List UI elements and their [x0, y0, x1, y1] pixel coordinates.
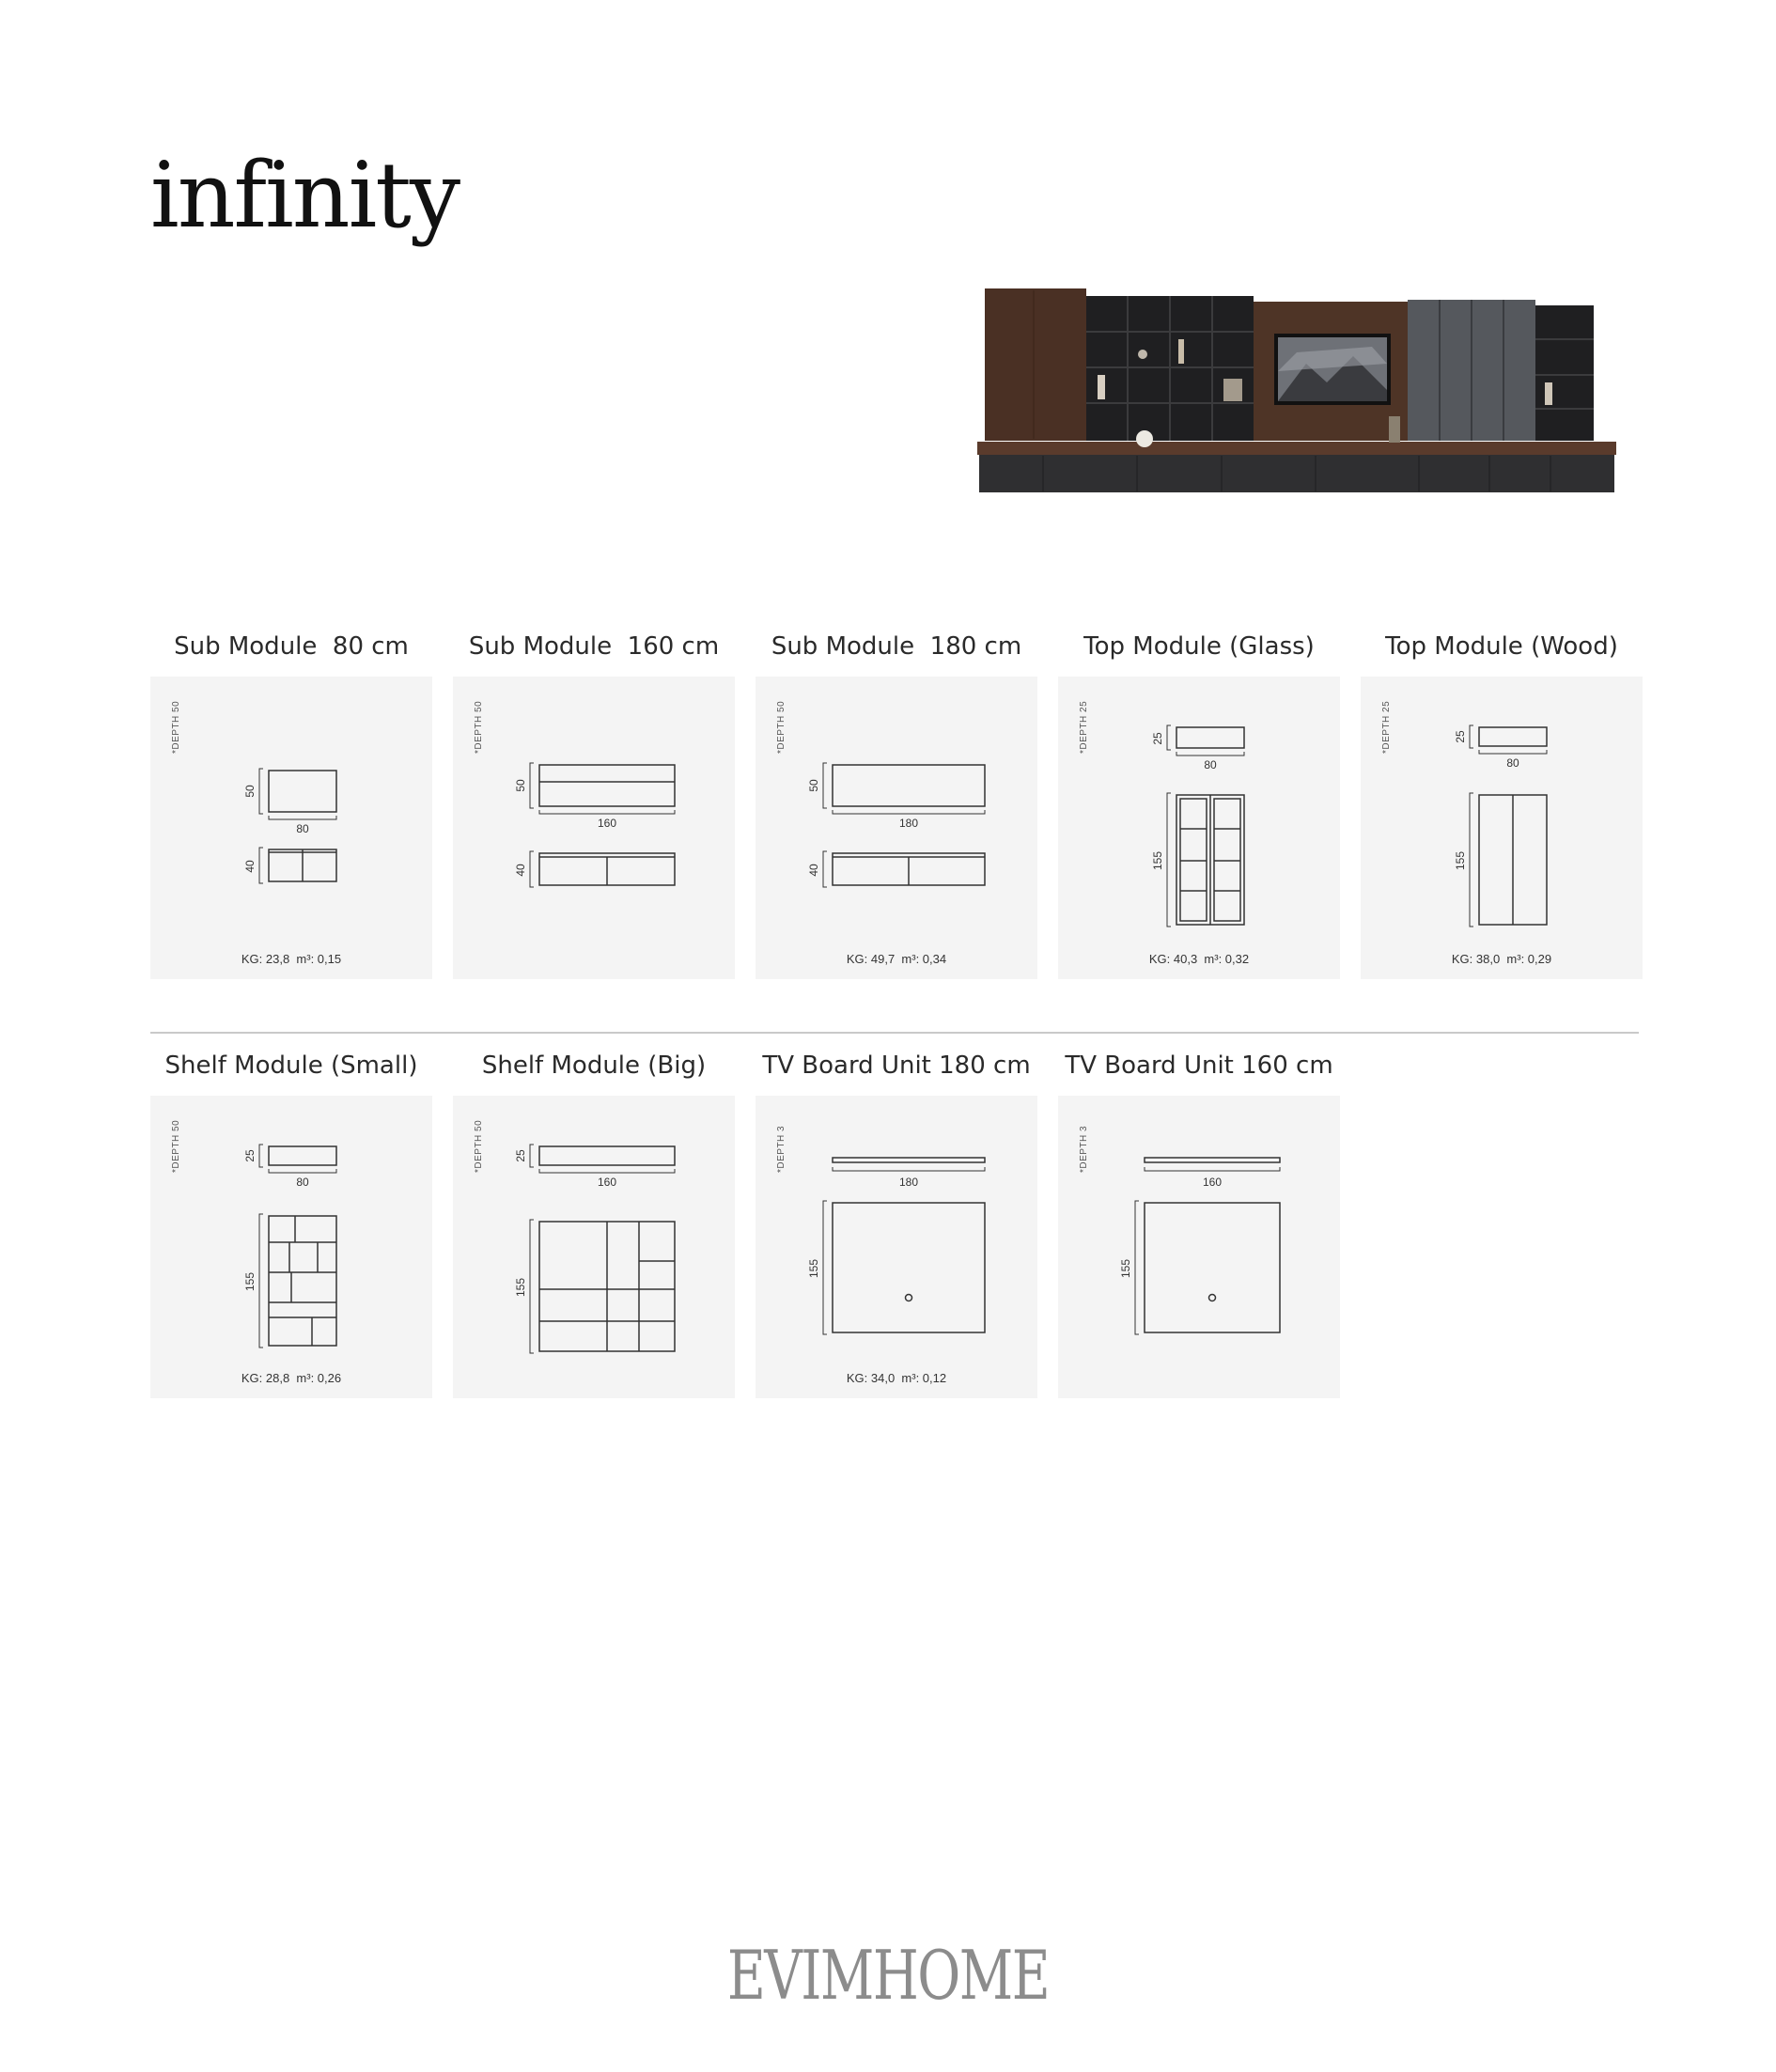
module-card: [1361, 628, 1643, 979]
section-divider: [150, 1032, 1639, 1034]
dim-height: 50: [514, 779, 527, 792]
sub-module-80-drawing: [150, 677, 432, 979]
depth-label: *DEPTH 3: [776, 1125, 787, 1173]
module-card: [453, 628, 735, 979]
module-drawing-panel: [150, 1096, 432, 1398]
tv-board-180-drawing: [756, 1096, 1037, 1398]
dim-height-bottom: 40: [514, 864, 527, 877]
depth-label: *DEPTH 50: [171, 1119, 181, 1173]
depth-label: *DEPTH 50: [474, 700, 484, 754]
dim-height: 25: [1454, 730, 1467, 743]
dim-height: 50: [243, 785, 257, 798]
module-card: [1058, 1047, 1340, 1398]
top-module-glass-drawing: [1058, 677, 1340, 979]
dim-width: 80: [1506, 756, 1519, 770]
dim-height-bottom: 155: [807, 1258, 820, 1279]
weight-volume-spec: KG: 23,8 m³: 0,15: [241, 952, 342, 966]
depth-label: *DEPTH 50: [474, 1119, 484, 1173]
dim-width: 80: [296, 822, 309, 835]
module-drawing-panel: [756, 677, 1037, 979]
dim-height: 25: [514, 1149, 527, 1162]
module-card: [1058, 628, 1340, 979]
module-drawing-panel: [1058, 1096, 1340, 1398]
dim-width: 180: [898, 817, 919, 830]
module-row-2: [150, 1047, 1340, 1398]
module-title: TV Board Unit 160 cm: [1065, 1052, 1333, 1080]
module-card: [756, 1047, 1037, 1398]
sub-module-180-drawing: [756, 677, 1037, 979]
top-module-wood-drawing: [1361, 677, 1643, 979]
depth-label: *DEPTH 25: [1079, 700, 1089, 754]
weight-volume-spec: KG: 40,3 m³: 0,32: [1148, 952, 1250, 966]
shelf-module-small-drawing: [150, 1096, 432, 1398]
module-title: Top Module (Wood): [1385, 632, 1618, 661]
module-row-1: [150, 628, 1643, 979]
dim-height-bottom: 155: [243, 1271, 257, 1292]
hero-product-image: [977, 277, 1626, 507]
depth-label: *DEPTH 50: [776, 700, 787, 754]
module-drawing-panel: [1058, 677, 1340, 979]
depth-label: *DEPTH 50: [171, 700, 181, 754]
dim-height-bottom: 155: [1454, 850, 1467, 871]
dim-width: 160: [597, 1176, 617, 1189]
dim-height-bottom: 155: [1119, 1258, 1132, 1279]
module-card: [150, 1047, 432, 1398]
dim-width: 160: [1202, 1176, 1223, 1189]
module-card: [756, 628, 1037, 979]
sub-module-160-drawing: [453, 677, 735, 979]
dim-width: 80: [1204, 758, 1217, 771]
module-card: [453, 1047, 735, 1398]
dim-height: 25: [243, 1149, 257, 1162]
module-drawing-panel: [453, 677, 735, 979]
module-drawing-panel: [1361, 677, 1643, 979]
module-title: Sub Module 80 cm: [174, 632, 409, 661]
module-title: Shelf Module (Small): [164, 1052, 418, 1080]
dim-width: 80: [296, 1176, 309, 1189]
dim-height-bottom: 40: [807, 864, 820, 877]
module-drawing-panel: [756, 1096, 1037, 1398]
dim-width: 180: [898, 1176, 919, 1189]
weight-volume-spec: KG: 49,7 m³: 0,34: [846, 952, 947, 966]
module-card: [150, 628, 432, 979]
module-title: Sub Module 160 cm: [468, 632, 720, 661]
dim-height-bottom: 155: [1151, 850, 1164, 871]
depth-label: *DEPTH 25: [1381, 700, 1392, 754]
dim-height-bottom: 40: [243, 860, 257, 873]
dim-height: 25: [1151, 732, 1164, 745]
tv-board-160-drawing: [1058, 1096, 1340, 1398]
module-title: Top Module (Glass): [1083, 632, 1315, 661]
module-title: Shelf Module (Big): [481, 1052, 707, 1080]
module-title: Sub Module 180 cm: [771, 632, 1022, 661]
depth-label: *DEPTH 3: [1079, 1125, 1089, 1173]
dim-width: 160: [597, 817, 617, 830]
weight-volume-spec: KG: 34,0 m³: 0,12: [846, 1371, 947, 1385]
dim-height: 50: [807, 779, 820, 792]
brand-logo: EVIMHOME: [726, 1936, 1050, 2015]
shelf-module-big-drawing: [453, 1096, 735, 1398]
module-drawing-panel: [453, 1096, 735, 1398]
weight-volume-spec: KG: 38,0 m³: 0,29: [1451, 952, 1552, 966]
dim-height-bottom: 155: [514, 1277, 527, 1298]
page-title: infinity: [150, 143, 460, 248]
weight-volume-spec: KG: 28,8 m³: 0,26: [241, 1371, 342, 1385]
module-title: TV Board Unit 180 cm: [762, 1052, 1031, 1080]
module-drawing-panel: [150, 677, 432, 979]
